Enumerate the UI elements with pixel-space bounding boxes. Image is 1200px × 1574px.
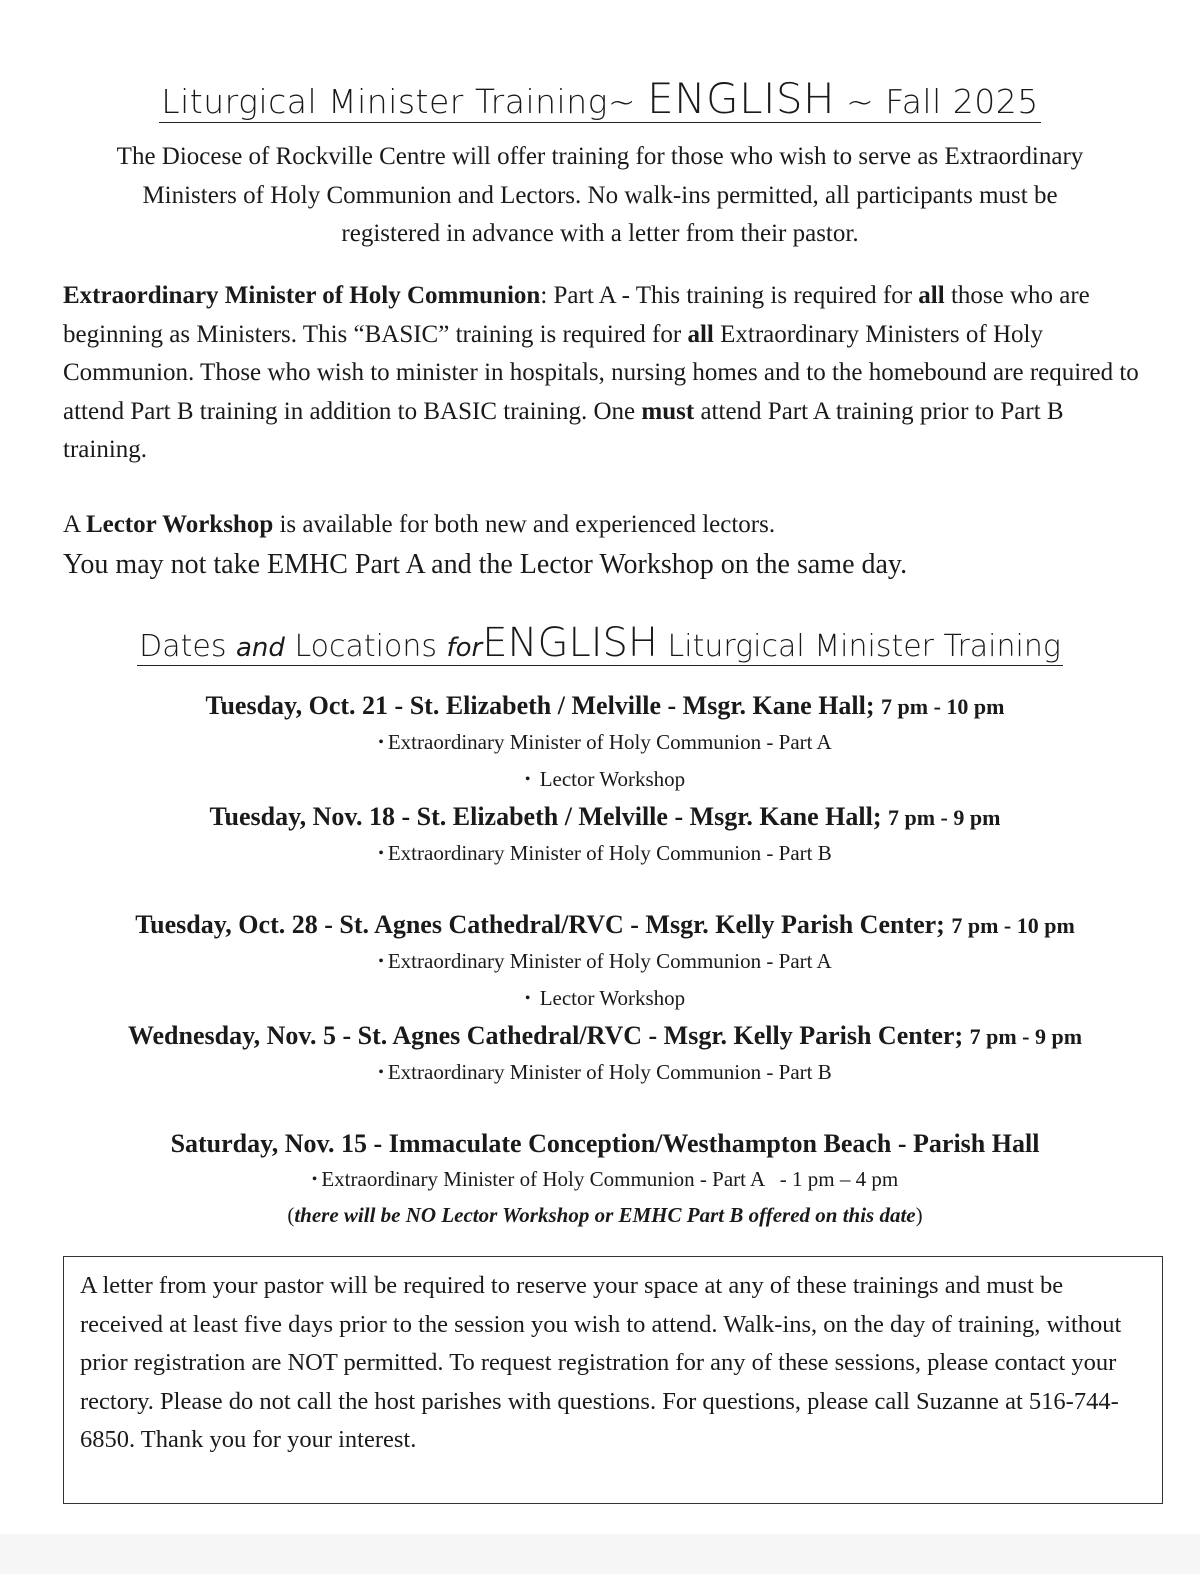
dates-heading-and: and xyxy=(235,633,285,663)
sessions-list xyxy=(40,688,1170,1231)
session-note-text: there will be NO Lector Workshop or EMHC Part B offered on this date xyxy=(294,1203,916,1227)
session-item-text: Extraordinary Minister of Holy Communion - Part A xyxy=(387,949,832,973)
emhc-all-1: all xyxy=(918,282,945,309)
note-open-paren: ( xyxy=(287,1203,295,1227)
session-time: 7 pm - 9 pm xyxy=(969,1024,1083,1049)
title-english: ENGLISH xyxy=(647,74,836,123)
session-item xyxy=(40,1055,1170,1092)
session-heading xyxy=(40,1018,1170,1055)
session-item xyxy=(40,1162,1170,1199)
dates-heading-dates: Dates xyxy=(139,629,236,664)
session-time: 7 pm - 10 pm xyxy=(881,694,1005,719)
dates-heading xyxy=(0,620,1200,666)
dates-heading-rest: Liturgical Minister Training xyxy=(658,629,1061,664)
session-title: Tuesday, Oct. 21 - St. Elizabeth / Melville - Msgr. Kane Hall; xyxy=(205,691,882,720)
title-part-1: Liturgical Minister Training~ xyxy=(161,82,648,121)
registration-notice-text: A letter from your pastor will be required to reserve your space at any of these trainings and must be received at least five days prior to the session you wish to attend. Walk-ins, on the day of training, without prior registration are NOT permitted. To request registration for any of these sessions, please contact your rectory. Please do not call the host parishes with questions. For questions, please call Suzanne at 516-744-6850. Thank you for your interest. xyxy=(80,1272,1122,1453)
session-item-text: Lector Workshop xyxy=(539,767,686,791)
session-item xyxy=(40,836,1170,873)
emhc-text-1: : Part A - This training is required for xyxy=(540,282,919,309)
session-heading xyxy=(40,799,1170,836)
bullet-icon: • xyxy=(524,990,531,1007)
bullet-icon: • xyxy=(378,845,384,862)
session-title: Wednesday, Nov. 5 - St. Agnes Cathedral/RVC - Msgr. Kelly Parish Center; xyxy=(127,1021,970,1050)
session-item-text: Lector Workshop xyxy=(539,986,686,1010)
session-title: Tuesday, Oct. 28 - St. Agnes Cathedral/RVC - Msgr. Kelly Parish Center; xyxy=(135,910,952,939)
spacer xyxy=(40,1092,1170,1126)
session-item-text: Extraordinary Minister of Holy Communion - Part B xyxy=(387,841,832,865)
session-item xyxy=(40,725,1170,762)
dates-heading-for: for xyxy=(446,633,483,663)
session-note xyxy=(40,1199,1170,1231)
session-heading xyxy=(40,1126,1170,1162)
lector-workshop-label: Lector Workshop xyxy=(85,511,274,538)
emhc-paragraph xyxy=(63,277,1143,470)
emhc-must: must xyxy=(641,397,695,425)
emhc-text-4: attend Part A training prior to Part B training. xyxy=(63,397,1064,463)
session-title: Saturday, Nov. 15 - Immaculate Conception/Westhampton Beach - Parish Hall xyxy=(170,1129,1040,1158)
bullet-icon: • xyxy=(378,953,384,970)
registration-notice-box xyxy=(63,1256,1163,1504)
session-item-text: Extraordinary Minister of Holy Communion - Part A - 1 pm – 4 pm xyxy=(321,1167,899,1191)
emhc-label: Extraordinary Minister of Holy Communion xyxy=(63,282,541,309)
lector-a: A xyxy=(63,511,86,538)
note-close-paren: ) xyxy=(915,1203,923,1227)
spacer xyxy=(40,873,1170,907)
session-heading xyxy=(40,688,1170,725)
session-item xyxy=(40,762,1170,799)
emhc-text-2: those who are beginning as Ministers. This “BASIC” training is required for xyxy=(63,282,1090,348)
session-heading xyxy=(40,907,1170,944)
lector-line-2: You may not take EMHC Part A and the Lector Workshop on the same day. xyxy=(63,549,908,580)
lector-rest: is available for both new and experienced lectors. xyxy=(273,511,776,538)
emhc-text-3: Extraordinary Ministers of Holy Communion. Those who wish to minister in hospitals, nursing homes and to the homebound are required to attend Part B training in addition to BASIC training. One xyxy=(63,320,1139,425)
bullet-icon: • xyxy=(311,1171,318,1188)
bullet-icon: • xyxy=(378,734,384,751)
bullet-icon: • xyxy=(378,1064,384,1081)
page-bottom-edge xyxy=(0,1534,1200,1574)
emhc-all-2: all xyxy=(687,320,714,348)
session-item-text: Extraordinary Minister of Holy Communion - Part B xyxy=(387,1060,832,1084)
dates-heading-locations: Locations xyxy=(284,629,447,664)
session-item-text: Extraordinary Minister of Holy Communion - Part A xyxy=(387,730,832,754)
session-time: 7 pm - 10 pm xyxy=(951,913,1075,938)
session-time: 7 pm - 9 pm xyxy=(887,805,1001,830)
session-item xyxy=(40,981,1170,1018)
dates-heading-underlined xyxy=(137,620,1063,666)
title-underlined xyxy=(159,74,1040,123)
lector-line-1 xyxy=(63,507,775,543)
page-title xyxy=(0,74,1200,123)
title-part-3: ~ Fall 2025 xyxy=(835,82,1039,121)
intro-paragraph: The Diocese of Rockville Centre will offer training for those who wish to serve as Extraordinary Ministers of Holy Communion and Lectors. No walk-ins permitted, all participants must be registered in advance with a letter from their pastor. xyxy=(116,143,1084,247)
session-title: Tuesday, Nov. 18 - St. Elizabeth / Melville - Msgr. Kane Hall; xyxy=(209,802,888,831)
session-item xyxy=(40,944,1170,981)
dates-heading-english: ENGLISH xyxy=(482,620,658,666)
bullet-icon: • xyxy=(524,771,531,788)
